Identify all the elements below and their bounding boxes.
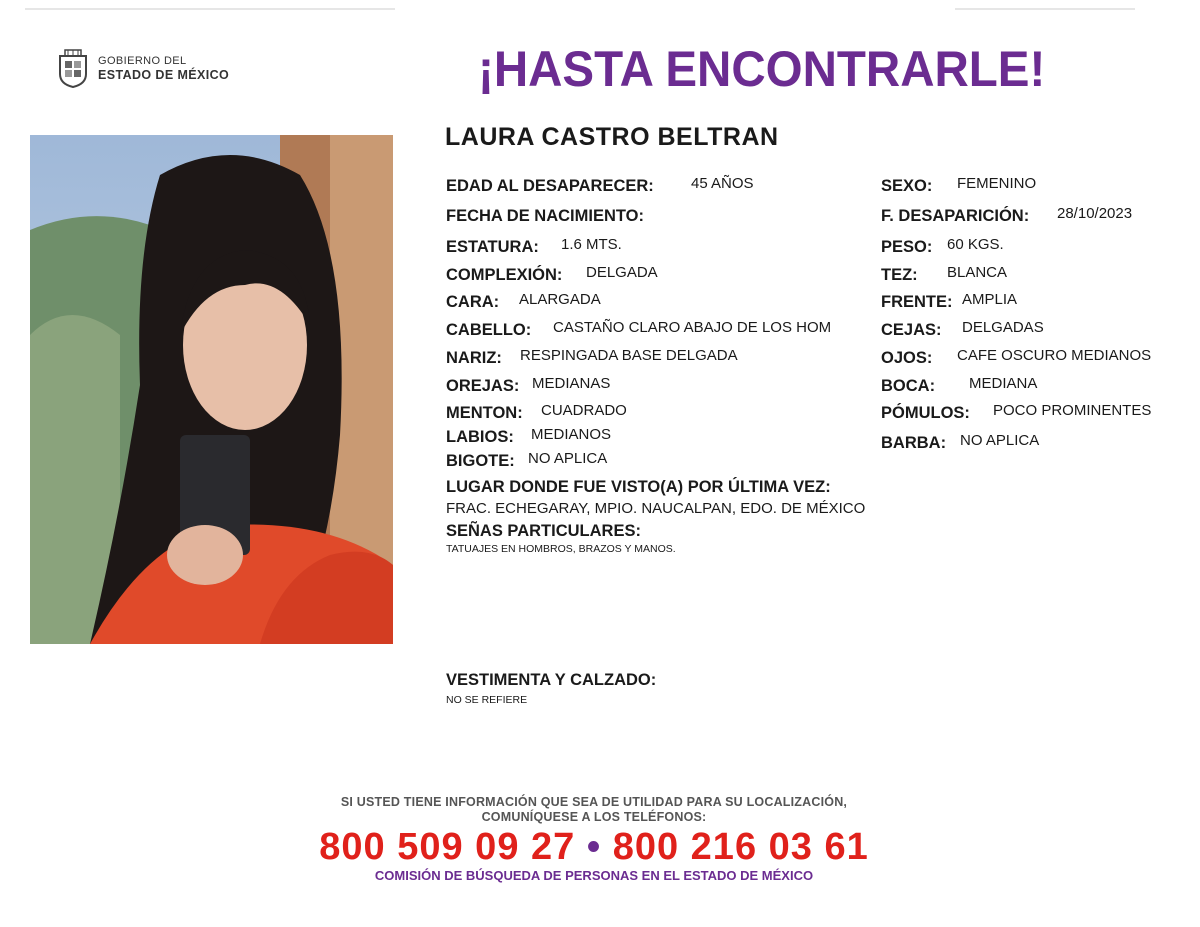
- left-field-value: MEDIANAS: [532, 375, 611, 392]
- headline: ¡HASTA ENCONTRARLE!: [478, 41, 1046, 97]
- clothing-label: VESTIMENTA Y CALZADO:: [446, 671, 657, 689]
- state-seal-icon: [56, 48, 90, 88]
- left-field-10: [446, 450, 608, 471]
- right-field-0: [881, 175, 1037, 196]
- right-field-value: AMPLIA: [962, 291, 1018, 308]
- phone-number-2[interactable]: 800 216 03 61: [612, 826, 869, 868]
- left-field-label: FECHA DE NACIMIENTO:: [446, 207, 644, 225]
- left-field-label: CABELLO:: [446, 321, 532, 339]
- right-field-label: PÓMULOS:: [881, 404, 970, 422]
- marks-label: SEÑAS PARTICULARES:: [446, 522, 641, 540]
- left-field-4: [446, 291, 601, 312]
- right-field-value: CAFE OSCURO MEDIANOS: [957, 347, 1152, 364]
- left-field-value: ALARGADA: [519, 291, 601, 308]
- left-field-5: [446, 319, 832, 340]
- right-field-3: [881, 264, 1008, 285]
- right-field-label: BOCA:: [881, 377, 936, 395]
- right-field-label: OJOS:: [881, 349, 933, 367]
- right-field-label: BARBA:: [881, 434, 947, 452]
- left-field-7: [446, 375, 611, 396]
- left-field-label: NARIZ:: [446, 349, 502, 367]
- left-field-value: MEDIANOS: [531, 426, 612, 443]
- phone-numbers: [0, 826, 1188, 869]
- photo-illustration: [30, 135, 393, 644]
- left-field-3: [446, 264, 658, 285]
- clothing-value: NO SE REFIERE: [446, 694, 528, 706]
- left-field-value: 45 AÑOS: [691, 175, 754, 192]
- missing-person-photo: [30, 135, 393, 644]
- top-rule-right: [955, 8, 1135, 10]
- right-field-value: FEMENINO: [957, 175, 1037, 192]
- left-field-label: CARA:: [446, 293, 500, 311]
- logo-line-1: GOBIERNO DEL: [98, 55, 187, 67]
- left-field-value: 1.6 MTS.: [561, 236, 622, 253]
- right-field-value: DELGADAS: [962, 319, 1044, 336]
- left-field-label: MENTON:: [446, 404, 523, 422]
- left-field-value: NO APLICA: [528, 450, 608, 467]
- right-field-value: POCO PROMINENTES: [993, 402, 1152, 419]
- right-field-label: CEJAS:: [881, 321, 942, 339]
- left-field-1: [446, 207, 644, 226]
- right-field-6: [881, 347, 1152, 368]
- contact-info-line-2: COMUNÍQUESE A LOS TELÉFONOS:: [481, 810, 707, 824]
- left-field-value: RESPINGADA BASE DELGADA: [520, 347, 738, 364]
- person-name: LAURA CASTRO BELTRAN: [445, 123, 779, 151]
- right-field-label: F. DESAPARICIÓN:: [881, 207, 1030, 225]
- left-field-label: BIGOTE:: [446, 452, 515, 470]
- right-field-value: 28/10/2023: [1057, 205, 1133, 222]
- left-field-0: [446, 175, 754, 196]
- left-field-label: LABIOS:: [446, 428, 514, 446]
- left-field-8: [446, 402, 627, 423]
- government-logo: [56, 48, 229, 88]
- right-field-5: [881, 319, 1044, 340]
- left-field-label: OREJAS:: [446, 377, 520, 395]
- right-field-1: [881, 205, 1133, 226]
- left-field-label: COMPLEXIÓN:: [446, 266, 563, 284]
- logo-text: [98, 54, 229, 82]
- left-field-label: ESTATURA:: [446, 238, 539, 256]
- top-rule-left: [25, 8, 395, 10]
- right-field-label: FRENTE:: [881, 293, 953, 311]
- right-field-label: SEXO:: [881, 177, 933, 195]
- left-field-value: CASTAÑO CLARO ABAJO DE LOS HOM: [553, 319, 832, 336]
- right-field-value: BLANCA: [947, 264, 1008, 281]
- right-field-value: NO APLICA: [960, 432, 1040, 449]
- last-seen-value: FRAC. ECHEGARAY, MPIO. NAUCALPAN, EDO. DE MÉXICO: [446, 500, 866, 517]
- right-field-2: [881, 236, 1004, 257]
- right-field-8: [881, 402, 1152, 423]
- last-seen-label: LUGAR DONDE FUE VISTO(A) POR ÚLTIMA VEZ:: [446, 478, 831, 496]
- left-field-6: [446, 347, 738, 368]
- logo-line-2: ESTADO DE MÉXICO: [98, 68, 230, 82]
- phone-separator: •: [586, 826, 602, 868]
- right-field-label: PESO:: [881, 238, 933, 256]
- phone-number-1[interactable]: 800 509 09 27: [319, 826, 576, 868]
- right-field-7: [881, 375, 1038, 396]
- left-field-9: [446, 426, 612, 447]
- right-field-value: 60 KGS.: [947, 236, 1004, 253]
- left-field-value: CUADRADO: [541, 402, 627, 419]
- right-field-label: TEZ:: [881, 266, 918, 284]
- left-field-2: [446, 236, 622, 257]
- right-field-value: MEDIANA: [969, 375, 1038, 392]
- left-field-value: DELGADA: [586, 264, 658, 281]
- marks-value: TATUAJES EN HOMBROS, BRAZOS Y MANOS.: [446, 543, 676, 555]
- contact-info-line-1: SI USTED TIENE INFORMACIÓN QUE SEA DE UTILIDAD PARA SU LOCALIZACIÓN,: [340, 795, 848, 809]
- right-field-4: [881, 291, 1018, 312]
- commission-name: COMISIÓN DE BÚSQUEDA DE PERSONAS EN EL ESTADO DE MÉXICO: [374, 868, 814, 883]
- left-field-label: EDAD AL DESAPARECER:: [446, 177, 654, 195]
- right-field-9: [881, 432, 1040, 453]
